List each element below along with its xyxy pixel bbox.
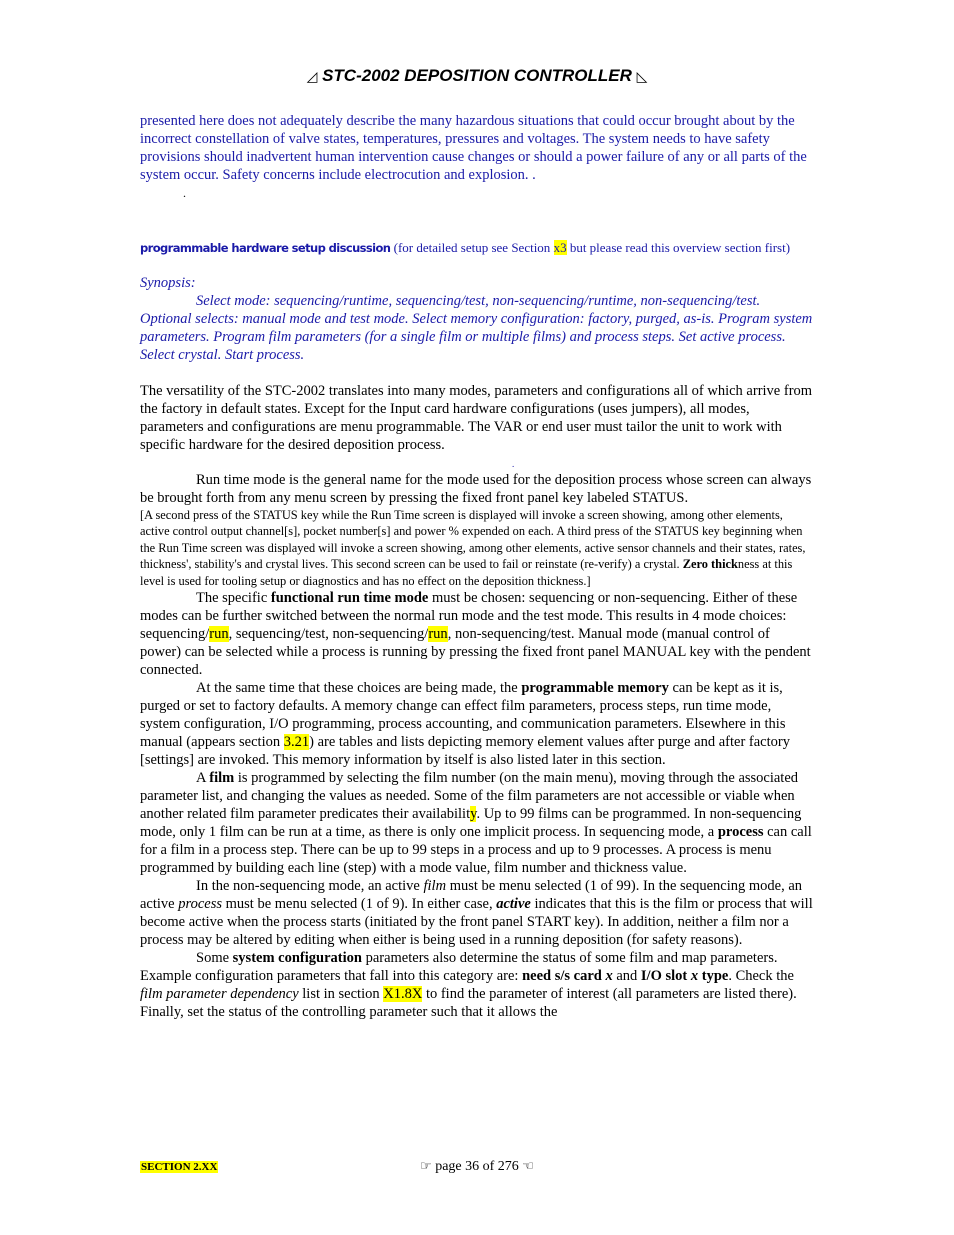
zero-thickness-bold: Zero thick — [682, 557, 738, 572]
film-paragraph — [140, 769, 814, 877]
memory-paragraph — [140, 679, 814, 769]
status-note-text: [A second press of the STATUS key while the Run Time screen is displayed will invoke a screen showing, among other elements, active control output channel[s], pocket number[s] and power % expended on each. A third press of the STATUS key beginning when the Run Time screen was displayed will invoke a screen showing, among other elements, active sensor channels and their states, rates, thickness', stability's and crystal lives. This second screen can be used to fail or reinstate (re-verify) a crystal. — [140, 508, 806, 572]
sysconfig-text-e: list in section — [298, 986, 384, 1003]
synopsis-text — [140, 292, 814, 364]
section-3-21-highlight: 3.21 — [283, 734, 310, 751]
active-text-a: In the non-sequencing mode, an active — [196, 878, 424, 895]
active-text-c: must be menu selected (1 of 9). In either case, — [222, 896, 497, 913]
functional-text-d: , non-sequencing/test. Manual mode (manual control of power) can be selected while a process is running by pressing the fixed front panel MANUAL key with the pendent connected. — [140, 626, 811, 679]
x-bold-italic-1: x — [605, 968, 613, 985]
film-text-c: . Up to 99 films can be programmed. In non-sequencing mode, only 1 film can be run at a time, as there is only one implicit process. In sequencing mode, a — [140, 806, 802, 841]
sysconfig-text-b: parameters also determine the status of some film and map parameters. Example configuration parameters that fall into this category are: — [140, 950, 778, 985]
functional-text-b: must be chosen: sequencing or non-sequencing. Either of these modes can be further switched between the normal run mode and the test mode. This results in 4 mode choices: sequencing/ — [140, 590, 798, 643]
film-text-d: can call for a film in a process step. There can be up to 99 steps in a process and up to 9 processes. A process is menu programmed by building each line (step) with a mode value, film number and thickness value. — [140, 824, 812, 877]
process-bold: process — [717, 824, 764, 841]
stray-dot-2: . — [512, 459, 515, 469]
header-title: STC-2002 DEPOSITION CONTROLLER — [322, 66, 632, 85]
active-text-d: indicates that this is the film or process that will become active when the process starts (initiated by the front panel START key). In addition, neither a film nor a process may be altered by editing when either is being used in a running deposition (for safety reasons). — [140, 896, 813, 949]
footer-section-label: SECTION 2.XX — [141, 1161, 218, 1173]
memory-text-a: At the same time that these choices are being made, the — [196, 680, 522, 697]
sysconfig-text-f: to find the parameter of interest (all parameters are listed there). Finally, set the status of the controlling parameter such that it allows the — [140, 986, 797, 1021]
functional-mode-paragraph — [140, 589, 814, 679]
synopsis — [140, 274, 814, 364]
header-left-glyph: ◿ — [306, 68, 318, 84]
film-text-b: is programmed by selecting the film number (on the main menu), moving through the associated parameter list, and changing the values as needed. Some of the film parameters are not accessible or viable when another related film parameter predicates their availabilit — [140, 770, 799, 823]
run-highlight-2: run — [428, 626, 448, 643]
versatility-paragraph: The versatility of the STC-2002 translates into many modes, parameters and configurations all of which arrive from the factory in default states. Except for the Input card hardware configurations (uses jumpers), all modes, parameters and configurations are menu programmable. The VAR or end user must tailor the unit to work with specific hardware for the desired deposition process. — [140, 383, 813, 453]
header-right-glyph: ◺ — [636, 68, 648, 84]
sysconfig-text-d: . Check the — [728, 968, 794, 985]
footer-page-number — [0, 1159, 954, 1175]
process-italic: process — [178, 896, 223, 913]
x-bold-italic-2: x — [690, 968, 699, 985]
need-ss-card-bold: need s/s card — [522, 968, 606, 985]
status-key-note — [140, 507, 814, 589]
system-configuration-bold: system configuration — [232, 950, 362, 967]
film-italic: film — [423, 878, 447, 895]
type-bold: type — [698, 968, 729, 985]
status-note-end: ness at this level is used for tooling setup or diagnostics and has no effect on the deposition thickness.] — [140, 557, 793, 588]
functional-bold: functional run time mode — [270, 590, 429, 607]
functional-text-c: , sequencing/test, non-sequencing/ — [228, 626, 429, 643]
section-note: (for detailed setup see Section — [390, 240, 554, 255]
film-bold: film — [209, 770, 235, 787]
page-body — [140, 112, 814, 1021]
synopsis-line-1: Select mode: sequencing/runtime, sequencing/test, non-sequencing/runtime, non-sequencing/test. — [196, 293, 761, 309]
synopsis-label: Synopsis: — [140, 275, 196, 291]
runtime-paragraph: Run time mode is the general name for the mode used for the deposition process whose screen can always be brought forth from any menu screen by pressing the fixed front panel key labeled STATUS. — [140, 472, 812, 506]
sysconfig-text-a: Some — [196, 950, 233, 967]
synopsis-line-2: Optional selects: manual mode and test mode. Select memory configuration: factory, purged, as-is. Program system parameters. Program film parameters (for a single film or multiple films) and process steps. Set active process. Select crystal. Start process. — [140, 311, 813, 363]
stray-dot: . — [183, 186, 186, 200]
run-highlight-1: run — [209, 626, 229, 643]
memory-bold: programmable memory — [521, 680, 669, 697]
sysconfig-text-c: and — [612, 968, 641, 985]
section-title: programmable hardware setup discussion — [140, 241, 391, 255]
active-paragraph — [140, 877, 814, 949]
functional-text-a: The specific — [196, 590, 271, 607]
system-config-paragraph — [140, 949, 814, 1021]
section-note-end: but please read this overview section first) — [566, 240, 791, 255]
active-text-b: must be menu selected (1 of 99). In the sequencing mode, an active — [140, 878, 803, 913]
section-ref-highlight: x3 — [553, 240, 567, 255]
memory-text-b: can be kept as it is, purged or set to factory defaults. A memory change can effect film parameters, process steps, run time mode, system configuration, I/O programming, process accounting, and communication parameters. Elsewhere in this manual (appears section — [140, 680, 786, 751]
active-bold-italic: active — [496, 896, 531, 913]
page-number: page 36 of 276 — [435, 1159, 519, 1174]
memory-text-c: ) are tables and lists depicting memory element values after purge and after factory [settings] are invoked. This memory information by itself is also listed later in this section. — [140, 734, 790, 769]
pointing-hand-right-icon: ☞ — [420, 1159, 432, 1174]
film-text-a: A — [196, 770, 210, 787]
section-heading — [140, 239, 814, 257]
pointing-hand-left-icon: ☜ — [522, 1159, 534, 1174]
io-slot-bold: I/O slot — [640, 968, 691, 985]
page-header — [0, 66, 954, 86]
availability-highlight: y — [470, 806, 477, 823]
section-x1-8x-highlight: X1.8X — [383, 986, 423, 1003]
intro-paragraph: presented here does not adequately describe the many hazardous situations that could occur brought about by the incorrect constellation of valve states, temperatures, pressures and voltages. The system needs to have safety provisions should inadvertent human intervention cause changes or should a power failure of any or all parts of the system occur. Safety concerns include electrocution and explosion. . — [140, 113, 807, 183]
film-parameter-dependency-italic: film parameter dependency — [140, 986, 299, 1003]
